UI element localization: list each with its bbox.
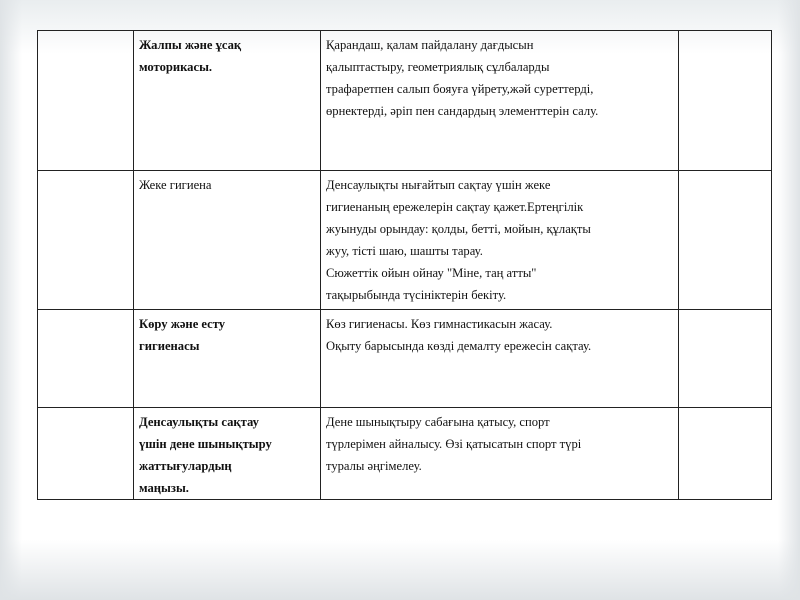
row-title-line: гигиенасы [139, 339, 200, 353]
content-line: жуынуды орындау: қолды, бетті, мойын, құлақты [326, 222, 591, 236]
empty-cell-right [679, 408, 772, 500]
empty-cell-left [38, 310, 134, 408]
slide-right-shadow [778, 0, 800, 600]
content-line: Сюжеттік ойын ойнау "Міне, таң атты" [326, 266, 537, 280]
row-title-line: үшін дене шынықтыру [139, 437, 272, 451]
content-line: трафаретпен салып бояуға үйрету,жәй суреттерді, [326, 82, 594, 96]
empty-cell-left [38, 171, 134, 310]
row-content [321, 408, 679, 500]
row-title [134, 171, 321, 310]
row-content [321, 310, 679, 408]
content-table [37, 30, 772, 500]
row-title [134, 408, 321, 500]
content-line: Қарандаш, қалам пайдалану дағдысын [326, 38, 534, 52]
row-title [134, 310, 321, 408]
table-row [38, 408, 772, 500]
empty-cell-left [38, 408, 134, 500]
content-line: жуу, тісті шаю, шашты тарау. [326, 244, 483, 258]
slide-left-shadow [0, 0, 22, 600]
empty-cell-right [679, 171, 772, 310]
content-line: Денсаулықты нығайтып сақтау үшін жеке [326, 178, 551, 192]
content-line: туралы әңгімелеу. [326, 459, 422, 473]
empty-cell-right [679, 310, 772, 408]
row-title [134, 31, 321, 171]
content-line: гигиенаның ережелерін сақтау қажет.Ертеңгілік [326, 200, 584, 214]
content-line: өрнектерді, әріп пен сандардың элементтерін салу. [326, 104, 599, 118]
table-row [38, 310, 772, 408]
content-line: Оқыту барысында көзді демалту ережесін сақтау. [326, 339, 592, 353]
row-content [321, 171, 679, 310]
row-title-line: Жалпы және ұсақ [139, 38, 242, 52]
row-content [321, 31, 679, 171]
row-title-line: Денсаулықты сақтау [139, 415, 259, 429]
content-line: Дене шынықтыру сабағына қатысу, спорт [326, 415, 550, 429]
table-row [38, 31, 772, 171]
row-title-line: Көру және есту [139, 317, 226, 331]
content-line: Көз гигиенасы. Көз гимнастикасын жасау. [326, 317, 553, 331]
empty-cell-right [679, 31, 772, 171]
row-title-line: моторикасы. [139, 60, 213, 74]
content-line: қалыптастыру, геометриялық сұлбаларды [326, 60, 550, 74]
table-row [38, 171, 772, 310]
content-line: түрлерімен айналысу. Өзі қатысатын спорт түрі [326, 437, 582, 451]
row-title-line: жаттығулардың [139, 459, 232, 473]
empty-cell-left [38, 31, 134, 171]
row-title-line: Жеке гигиена [139, 178, 212, 192]
content-line: тақырыбында түсініктерін бекіту. [326, 288, 507, 302]
row-title-line: маңызы. [139, 481, 189, 495]
